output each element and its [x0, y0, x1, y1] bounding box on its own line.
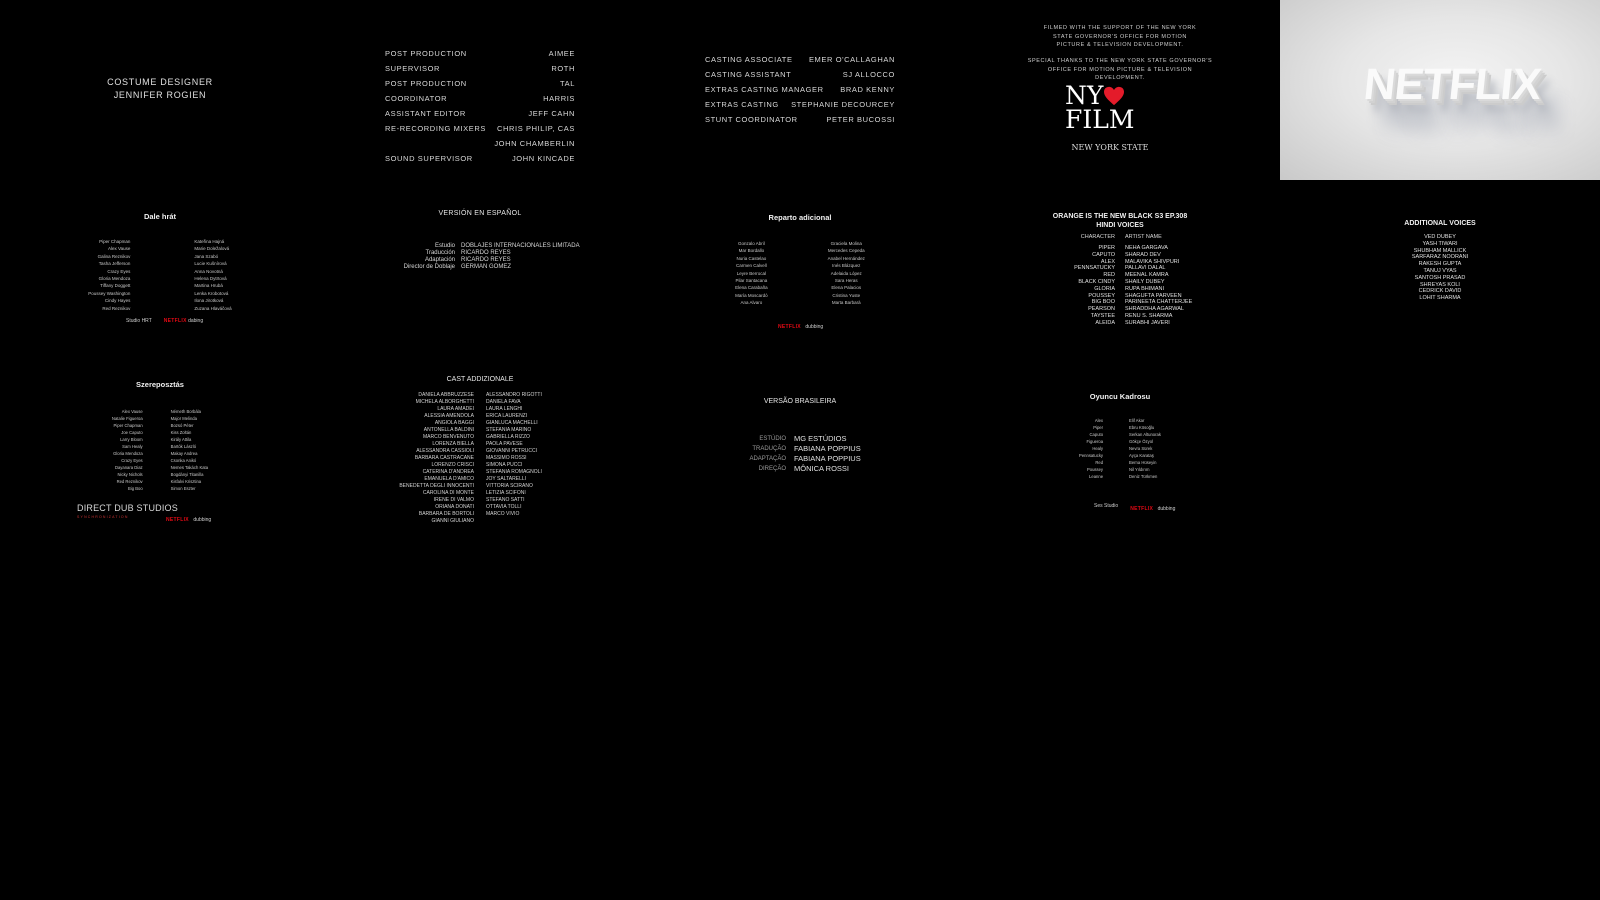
- credit-name: MÔNICA ROSSI: [794, 464, 850, 473]
- netflix-mini-logo: NETFLIX: [778, 324, 801, 330]
- character-name: Pennsatucky: [1079, 453, 1104, 458]
- credit-role: POST PRODUCTION SUPERVISOR: [385, 49, 467, 73]
- tile-hungarian-cast: [0, 360, 320, 540]
- tile-additional-cast-es: [640, 180, 960, 360]
- actor-name: CATERINA D'ANDREA: [422, 469, 474, 475]
- actor-name: BARBARA CASTRACANE: [414, 455, 474, 461]
- character-column: [1043, 245, 1115, 327]
- voice-list: [1280, 234, 1600, 302]
- credit-row: [385, 76, 575, 106]
- credit-list: [705, 52, 895, 127]
- actor-column-right: [486, 392, 606, 525]
- character-name: Joe Caputo: [121, 430, 143, 435]
- character-name: Poussey Washington: [88, 290, 131, 296]
- credit-row: [730, 444, 890, 454]
- actor-name: Németh Borbála: [170, 409, 201, 414]
- credit-name: PETER BUCOSSI: [826, 115, 895, 124]
- credit-name: BRAD KENNY: [840, 85, 895, 94]
- character-name: Larry Bloom: [120, 437, 143, 442]
- credit-row: [730, 454, 890, 464]
- section-title: VERSIÓN EN ESPAÑOL: [438, 210, 522, 217]
- character-name: BLACK CINDY: [1078, 278, 1115, 285]
- actor-name: Ilona Jirotková: [194, 298, 224, 304]
- studio-name: Studio HRT: [126, 318, 152, 324]
- character-name: Tasha Jefferson: [98, 261, 131, 267]
- actor-name: Graciela Molina: [830, 241, 862, 246]
- credit-list: [730, 434, 890, 474]
- artist-name: SHAGUFTA PARVEEN: [1125, 292, 1182, 299]
- character-name: Piper Chapman: [99, 239, 131, 244]
- character-column: [1079, 417, 1103, 480]
- artist-name: SHAILY DUBEY: [1125, 278, 1165, 285]
- actor-name: Bogdányi Titanilla: [170, 472, 204, 477]
- character-name: ALEX: [1100, 258, 1115, 265]
- actor-name: Simon Eszter: [170, 486, 196, 491]
- actor-name: Berna Hüseyin: [1129, 460, 1157, 465]
- column-header-artist: ARTIST NAME: [1125, 234, 1162, 240]
- column-header-character: CHARACTER: [1080, 234, 1115, 240]
- actor-name: Carmen Calvell: [735, 263, 767, 269]
- actor-name: ALESSIA AMENDOLA: [424, 413, 474, 419]
- actor-name: Nevra Sürek: [1129, 446, 1153, 451]
- actor-name: PAOLA PAVESE: [486, 441, 523, 447]
- tile-brazilian-version: [640, 360, 960, 540]
- actor-name: Ana Alvaro: [740, 300, 763, 306]
- credit-role: COSTUME DESIGNER: [107, 77, 213, 87]
- actor-name: Ayça Karataş: [1129, 453, 1154, 458]
- actor-name: Inés Blázquez: [832, 263, 861, 269]
- artist-name: RENU S. SHARMA: [1125, 312, 1173, 319]
- tile-hindi-voices: [960, 180, 1280, 360]
- credit-row: [360, 243, 600, 250]
- section-title: Oyuncu Kadrosu: [1089, 392, 1151, 401]
- actor-name: GIANNI GIULIANO: [431, 518, 474, 524]
- actor-name: EMANUELA D'AMICO: [424, 476, 474, 482]
- voice-name: YASH TIWARI: [1422, 240, 1458, 247]
- character-name: Alex Vause: [107, 246, 131, 252]
- actor-name: BARBARA DE BORTOLI: [418, 511, 474, 517]
- artist-column: [1125, 245, 1197, 327]
- tile-ny-film: [960, 0, 1280, 180]
- character-name: Nicky Nichols: [117, 472, 143, 477]
- character-name: Healy: [1092, 446, 1104, 451]
- credit-name: STEPHANIE DECOURCEY: [791, 100, 895, 109]
- voice-name: SARFARAZ NOORANI: [1411, 254, 1469, 261]
- studio-name: DIRECT DUB STUDIOS: [77, 503, 178, 513]
- credit-role: ESTÚDIO: [759, 436, 786, 442]
- actor-name: Leyre Berrocal: [736, 270, 766, 276]
- actor-name: MICHELA ALBORGHETTI: [415, 399, 474, 405]
- actor-name: OTTAVIA TOLLI: [486, 504, 522, 510]
- actor-name: MARCO VIVIO: [486, 511, 520, 517]
- netflix-mini-logo: NETFLIX: [1130, 506, 1154, 512]
- tile-casting: [640, 0, 960, 180]
- section-title: ORANGE IS THE NEW BLACK S3 EP.308: [1052, 213, 1188, 220]
- heart-icon: [1103, 86, 1125, 106]
- actor-name: GIOVANNI PETRUCCI: [486, 448, 538, 454]
- voice-name: LOHIT SHARMA: [1419, 295, 1461, 302]
- voice-name: VED DUBEY: [1424, 234, 1456, 240]
- artist-name: MEENAL KAMRA: [1125, 272, 1169, 279]
- credit-name: FABIANA POPPIUS: [794, 444, 861, 453]
- character-name: Gloria Mendoza: [113, 451, 143, 456]
- actor-name: STEFANIA ROMAGNOLI: [486, 469, 542, 475]
- character-name: Alex: [1094, 418, 1104, 423]
- actor-name: SIMONA PUCCI: [486, 462, 523, 468]
- actor-name: Marta Barbarà: [831, 300, 861, 306]
- credit-row: [730, 464, 890, 474]
- actor-name: VITTORIA SCIRANO: [486, 483, 533, 489]
- credit-name: JEFF CAHN: [528, 109, 575, 118]
- actor-name: Marie Doležalová: [194, 246, 230, 252]
- actor-name: Mar Bordallo: [738, 248, 765, 254]
- dubbing-label: dabing: [188, 318, 204, 324]
- credit-role: ASSISTANT EDITOR: [385, 109, 466, 118]
- credit-row: [705, 67, 895, 82]
- character-name: Crazy Eyes: [121, 458, 143, 463]
- credit-row: [385, 121, 575, 136]
- actor-name: ALESSANDRO RIGOTTI: [486, 392, 542, 398]
- voice-name: SANTOSH PRASAD: [1414, 274, 1466, 281]
- actor-name: Major Melinda: [170, 416, 197, 421]
- character-name: PENNSATUCKY: [1074, 265, 1115, 272]
- credit-row: [705, 112, 895, 127]
- voice-name: RAKESH GUPTA: [1418, 261, 1462, 268]
- actor-name: Csonka Anikó: [170, 458, 197, 463]
- credit-role: EXTRAS CASTING MANAGER: [705, 85, 824, 94]
- section-subtitle: HINDI VOICES: [1096, 222, 1144, 229]
- character-name: Sam Healy: [122, 444, 143, 449]
- character-name: POUSSEY: [1088, 292, 1115, 299]
- credit-row: [730, 434, 890, 444]
- actor-name: Helena Dytrtová: [194, 276, 227, 282]
- studio-tagline: SYNCHRONIZATION: [77, 515, 129, 519]
- credit-role: POST PRODUCTION COORDINATOR: [385, 79, 467, 103]
- credit-role: CASTING ASSISTANT: [705, 70, 792, 79]
- character-name: Big Boo: [127, 486, 143, 491]
- character-name: Figueroa: [1086, 439, 1104, 444]
- character-name: Red: [1095, 460, 1104, 465]
- character-name: Natalie Figueroa: [111, 416, 143, 421]
- credit-role: RE-RECORDING MIXERS: [385, 124, 486, 133]
- actor-name: Ebru Kösoğlu: [1129, 425, 1155, 430]
- actor-name: LAURA AMADEI: [437, 406, 474, 412]
- character-name: ALEIDA: [1095, 319, 1115, 326]
- artist-name: SHRADDHA AGARWAL: [1125, 306, 1184, 313]
- actor-name: ALESSANDRA CASSIOLI: [416, 448, 474, 454]
- actor-column: [1129, 417, 1161, 480]
- actor-name: Martina Hrubá: [194, 283, 223, 289]
- credit-row: [385, 106, 575, 121]
- actor-name: MARCO BENVENUTO: [422, 434, 474, 440]
- character-name: Piper: [1093, 425, 1104, 430]
- actor-name: LORENZO CRISCI: [431, 462, 474, 468]
- actor-name: MASSIMO ROSSI: [486, 455, 527, 461]
- tile-costume-designer: [0, 0, 320, 180]
- credit-row: [385, 151, 575, 166]
- character-name: Galina Reznikov: [97, 253, 131, 259]
- credit-role: TRADUÇÃO: [752, 446, 786, 452]
- character-name: Gloria Mendoza: [98, 276, 131, 282]
- credit-row: [385, 136, 575, 151]
- character-name: GLORIA: [1094, 285, 1115, 292]
- credit-role: Estudio: [434, 243, 455, 249]
- netflix-mini-logo: NETFLIX: [166, 517, 189, 523]
- actor-name: STEFANIA MARINO: [486, 427, 532, 433]
- credit-name: TAL HARRIS: [543, 79, 575, 103]
- actor-name: Elif Akar: [1129, 418, 1145, 423]
- actor-name: Makay Andrea: [170, 451, 198, 456]
- credit-row: [705, 97, 895, 112]
- artist-name: MALAVIKA SHIVPURI: [1125, 258, 1180, 265]
- actor-name: Deniz Türkmen: [1129, 474, 1158, 479]
- studio-name: Ses Studio: [1094, 502, 1119, 509]
- section-title: CAST ADDIZIONALE: [446, 376, 514, 383]
- actor-column-left: [354, 392, 474, 525]
- actor-name: Lenka Krobotová: [194, 290, 229, 296]
- actor-name: Anabel Hernández: [827, 255, 865, 261]
- actor-name: Adelaida López: [830, 270, 862, 276]
- actor-name: Elena Carabaña: [735, 285, 768, 291]
- credit-name: EMER O'CALLAGHAN: [808, 55, 895, 64]
- credit-role: ADAPTAÇÃO: [749, 456, 786, 462]
- actor-name: Király Attila: [170, 437, 192, 442]
- artist-name: SHARAD DEV: [1125, 251, 1161, 258]
- actor-name: ANGIOLA BAGGI: [434, 420, 474, 426]
- character-name: PEARSON: [1088, 306, 1115, 313]
- credit-row: [705, 82, 895, 97]
- actor-name: Kateřina Hajná: [194, 239, 225, 244]
- actor-name: LORENZA BIELLA: [432, 441, 474, 447]
- actor-name: Serkan Altunorak: [1129, 432, 1161, 437]
- actor-name: Bozsó Péter: [170, 423, 194, 428]
- voice-name: SHUBHAM MALLICK: [1413, 247, 1467, 254]
- studio-logo: [77, 504, 178, 522]
- credit-name: DOBLAJES INTERNACIONALES LIMITADA: [461, 243, 580, 249]
- credit-name: SJ ALLOCCO: [842, 70, 895, 79]
- credit-name: GERMAN GOMEZ: [461, 264, 512, 270]
- character-name: Leanne: [1089, 474, 1104, 479]
- actor-name: STEFANO SATTI: [486, 497, 525, 503]
- actor-name: Zuzana Hlaváčová: [194, 305, 232, 311]
- actor-name: GABRIELLA RIZZO: [486, 434, 530, 440]
- actor-name: Sara Heras: [834, 278, 858, 284]
- character-column: [112, 408, 143, 492]
- actor-name: Elena Palacios: [831, 285, 862, 291]
- actor-name: BENEDETTA DEGLI INNOCENTI: [399, 483, 474, 489]
- actor-name: Cristina Yuste: [832, 292, 861, 298]
- actor-name: Bartók László: [170, 444, 197, 449]
- ny-film-logo: [1065, 81, 1145, 134]
- character-name: Cindy Hayes: [104, 298, 131, 304]
- credit-name: FABIANA POPPIUS: [794, 454, 861, 463]
- credit-list: [385, 46, 575, 166]
- dubbing-label: dubbing: [805, 324, 824, 330]
- actor-name: María Moscardó: [735, 292, 768, 298]
- character-name: Tiffany Doggett: [100, 283, 131, 289]
- actor-name: JOY SALTARELLI: [486, 476, 527, 482]
- actor-name: DANIELA ABBRUZZESE: [418, 392, 474, 398]
- section-title: Reparto adicional: [768, 213, 832, 222]
- actor-column-right: [828, 240, 865, 307]
- artist-name: PALLAVI DALAL: [1125, 265, 1166, 272]
- credit-row: [360, 250, 600, 257]
- tile-czech-cast: [0, 180, 320, 360]
- netflix-mini-logo: NETFLIX: [163, 318, 187, 324]
- credit-name: MG ESTÚDIOS: [794, 434, 847, 443]
- credit-name: JOHN KINCADE: [511, 154, 575, 163]
- actor-name: Gökçe Özyol: [1129, 439, 1154, 444]
- tile-netflix-logo: [1280, 0, 1600, 180]
- credit-role: CASTING ASSOCIATE: [705, 55, 793, 64]
- section-title: ADDITIONAL VOICES: [1404, 220, 1476, 227]
- tile-post-production: [320, 0, 640, 180]
- actor-name: DANIELA FAVA: [486, 399, 521, 405]
- actor-name: GIANLUCA MACHELLI: [486, 420, 538, 426]
- logo-film-text: FILM: [1065, 105, 1135, 134]
- support-text: FILMED WITH THE SUPPORT OF THE NEW YORK STATE GOVERNOR'S OFFICE FOR MOTION PICTURE & TELEVISION DEVELOPMENT.: [1043, 25, 1197, 48]
- credit-role: EXTRAS CASTING: [705, 100, 779, 109]
- actor-name: LETIZIA SCIFONI: [486, 490, 526, 496]
- credit-role: Adaptación: [424, 257, 455, 263]
- character-name: Caputo: [1089, 432, 1104, 437]
- character-name: TAYSTEE: [1090, 312, 1115, 319]
- character-name: Alex Vause: [121, 409, 143, 414]
- actor-name: Anna Novotná: [194, 268, 223, 274]
- character-name: RED: [1103, 272, 1115, 279]
- tile-additional-voices: [1280, 180, 1600, 360]
- credit-row: [705, 52, 895, 67]
- logo-state-text: NEW YORK STATE: [1071, 143, 1149, 152]
- actor-name: Nil Yıldırım: [1129, 467, 1150, 472]
- voice-name: SHREYAS KOLI: [1420, 281, 1460, 288]
- actor-name: Kiss Zoltán: [170, 430, 192, 435]
- credit-role: Traducción: [425, 250, 455, 256]
- actor-name: IRENE DI VALMO: [433, 497, 474, 503]
- character-name: PIPER: [1098, 245, 1115, 251]
- actor-column: [171, 408, 208, 492]
- dubbing-label: dubbing: [193, 517, 212, 523]
- tile-turkish-cast: [960, 360, 1280, 540]
- credit-row: [385, 46, 575, 76]
- credit-name: RICARDO REYES: [461, 257, 511, 263]
- character-name: Red Reznikov: [116, 479, 143, 484]
- voice-name: TANUJ VYAS: [1423, 267, 1457, 274]
- netflix-logo: NETFLIX: [1361, 60, 1543, 109]
- actor-name: Mercedes Cepeda: [827, 248, 865, 254]
- credit-row: [360, 264, 600, 271]
- character-name: Poussey: [1086, 467, 1104, 472]
- actor-name: CAROLINA DI MONTE: [422, 490, 474, 496]
- tile-italian-cast: [320, 360, 640, 540]
- actor-name: Gonzalo Abril: [737, 241, 765, 246]
- actor-name: Nemes Takách Kata: [170, 465, 209, 470]
- actor-name: LAURA LENGHI: [486, 406, 523, 412]
- credit-name: RICARDO REYES: [461, 250, 511, 256]
- credit-name: JOHN CHAMBERLIN: [494, 139, 575, 148]
- actor-name: Nuria Castelao: [736, 255, 767, 261]
- credit-role: Director de Doblaje: [403, 264, 455, 270]
- actor-name: Pilar Santacana: [735, 278, 768, 284]
- actor-column: [194, 238, 231, 312]
- actor-column-left: [735, 240, 768, 307]
- character-name: BIG BOO: [1091, 299, 1115, 306]
- section-title: Szereposztás: [136, 380, 184, 389]
- credit-name: AIMEE ROTH: [548, 49, 575, 73]
- actor-name: ORIANA DONATI: [435, 504, 474, 510]
- dubbing-label: dubbing: [1157, 506, 1176, 512]
- character-name: Dayanara Diaz: [114, 465, 143, 470]
- actor-name: Jana Szabó: [194, 253, 219, 259]
- section-title: Dale hrát: [143, 212, 177, 221]
- thanks-text: SPECIAL THANKS TO THE NEW YORK STATE GOVERNOR'S OFFICE FOR MOTION PICTURE & TELEVISION DEVELOPMENT.: [1027, 58, 1213, 81]
- actor-name: ANTONELLA BALDINI: [423, 427, 474, 433]
- section-title: VERSÃO BRASILEIRA: [763, 398, 837, 405]
- credit-role: SOUND SUPERVISOR: [385, 154, 473, 163]
- artist-name: NEHA GARGAVA: [1125, 245, 1168, 251]
- voice-name: CEDRICK DAVID: [1418, 288, 1462, 295]
- credit-list: [360, 243, 600, 271]
- credit-name: CHRIS PHILIP, CAS: [496, 124, 575, 133]
- tile-spanish-version: [320, 180, 640, 360]
- artist-name: PARINEETA CHATTERJEE: [1125, 299, 1193, 306]
- credit-role: DIREÇÃO: [758, 466, 786, 472]
- logo-ny-text: NY: [1065, 81, 1104, 110]
- artist-name: SURABHI JAVERI: [1125, 319, 1170, 326]
- credit-name: JENNIFER ROGIEN: [113, 90, 207, 100]
- character-name: Piper Chapman: [113, 423, 143, 428]
- actor-name: Kisfalvi Krisztina: [170, 479, 202, 484]
- credit-row: [360, 257, 600, 264]
- actor-name: Lucie Kušnírová: [194, 261, 227, 267]
- character-name: Red Reznikov: [102, 305, 131, 311]
- character-column: [88, 238, 130, 312]
- actor-name: ERICA LAURENZI: [486, 413, 528, 419]
- character-name: CAPUTO: [1092, 251, 1115, 258]
- character-name: Crazy Eyes: [107, 268, 131, 274]
- credit-role: STUNT COORDINATOR: [705, 115, 798, 124]
- artist-name: RUPA BHIMANI: [1125, 285, 1165, 292]
